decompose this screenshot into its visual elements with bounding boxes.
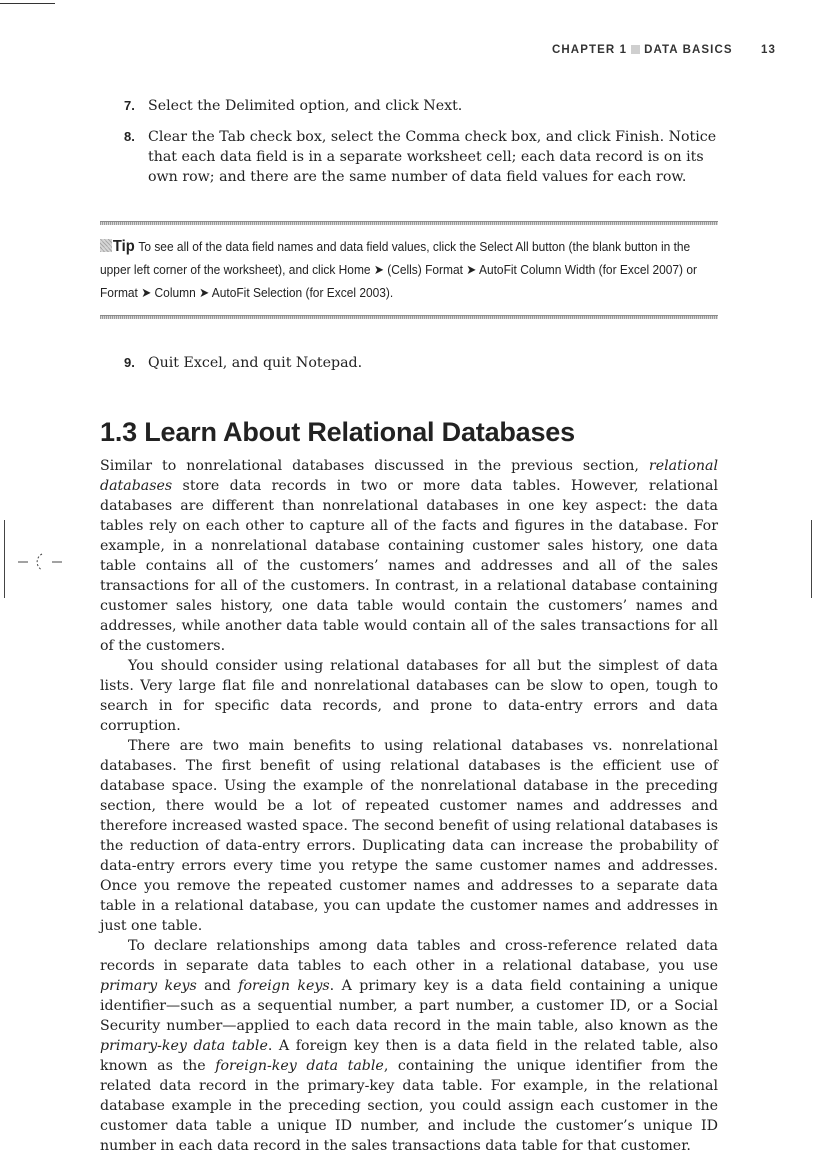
list-item xyxy=(124,353,724,373)
term-primary-keys: primary keys xyxy=(100,978,197,994)
running-head-chapter: CHAPTER 1 DATA BASICS xyxy=(552,44,733,56)
step-list-top xyxy=(124,96,724,187)
crop-mark-left xyxy=(4,520,5,598)
separator-square-icon xyxy=(631,45,640,54)
list-item xyxy=(124,127,724,187)
tip-marker-icon xyxy=(100,239,112,252)
page-number: 13 xyxy=(761,44,776,56)
list-item xyxy=(124,96,724,116)
term-foreign-key-data-table: foreign-key data table xyxy=(215,1058,384,1074)
step-number: 8. xyxy=(124,129,135,144)
section-heading: 1.3 Learn About Relational Databases xyxy=(100,417,575,447)
step-list-bottom xyxy=(124,353,724,373)
tip-body: To see all of the data field names and data field values, click the Select All button (the blank button in the upper left corner of the worksheet), and click Home ➤ (Cells) Format ➤ AutoFit Column Width (for Excel 2007) or Format ➤ Column ➤ AutoFit Selection (for Excel 2003). xyxy=(100,239,698,300)
registration-mark-icon xyxy=(18,550,62,574)
running-head xyxy=(500,44,776,60)
step-text: Select the Delimited option, and click Next. xyxy=(148,98,463,114)
tip-text xyxy=(100,235,718,304)
step-text: Clear the Tab check box, select the Comma check box, and click Finish. Notice that each data field is in a separate worksheet cell; each data record is on its own row; and there are the same number of data field values for each row. xyxy=(148,129,717,185)
term-foreign-keys: foreign keys xyxy=(238,978,330,994)
paragraph-4: To declare relationships among data tables and cross-reference related data records in separate data tables to each other in a relational database, you use primary keys and foreign keys. A primary key is a data field containing a unique identifier—such as a sequential number, a part number, a customer ID, or a Social Security number—applied to each data record in the main table, also known as the primary-key data table. A foreign key then is a data field in the related table, also known as the foreign-key data table, containing the unique identifier from the related data record in the primary-key data table. For example, in the relational database example in the preceding section, you could assign each customer in the customer data table a unique ID number, and include the customer’s unique ID number in each data record in the sales transactions data table for that customer. xyxy=(100,938,718,1154)
paragraph-3: There are two main benefits to using relational databases vs. nonrelational databases. The first benefit of using relational databases is the efficient use of database space. Using the example of the nonrelational database in the preceding section, there would be a lot of repeated customer names and addresses and therefore increased wasted space. The second benefit of using relational databases is the reduction of data-entry errors. Duplicating data can increase the probability of data-entry errors every time you retype the same customer names and addresses. Once you remove the repeated customer names and addresses to a separate data table in a relational database, you can update the customer names and addresses in just one table. xyxy=(100,738,718,934)
step-number: 7. xyxy=(124,98,135,113)
tip-label: Tip xyxy=(112,238,135,255)
crop-mark-right xyxy=(811,520,812,598)
tip-rule-bottom xyxy=(100,315,718,319)
crop-mark-top xyxy=(0,3,55,4)
section-body xyxy=(100,456,718,1156)
term-relational-databases: relational databases xyxy=(100,458,718,494)
step-number: 9. xyxy=(124,355,135,370)
term-primary-key-data-table: primary-key data table xyxy=(100,1038,268,1054)
step-text: Quit Excel, and quit Notepad. xyxy=(148,355,363,371)
running-head-title: DATA BASICS xyxy=(644,44,733,56)
tip-box xyxy=(100,221,718,318)
paragraph-2: You should consider using relational databases for all but the simplest of data lists. Very large flat file and nonrelational databases can be slow to open, tough to search in for specific data records, and prone to data-entry errors and data corruption. xyxy=(100,658,718,734)
tip-rule-top xyxy=(100,221,718,225)
paragraph-1: Similar to nonrelational databases discussed in the previous section, relational databases store data records in two or more data tables. However, relational databases are different than nonrelational databases in one key aspect: the data tables rely on each other to capture all of the facts and figures in the database. For example, in a nonrelational database containing customer sales history, one data table contains all of the customers’ names and addresses and all of the sales transactions for all of the customers. In contrast, in a relational database containing customer sales history, one data table would contain the customers’ names and addresses, while another data table would contain all of the sales transactions for all of the customers. xyxy=(100,458,718,654)
